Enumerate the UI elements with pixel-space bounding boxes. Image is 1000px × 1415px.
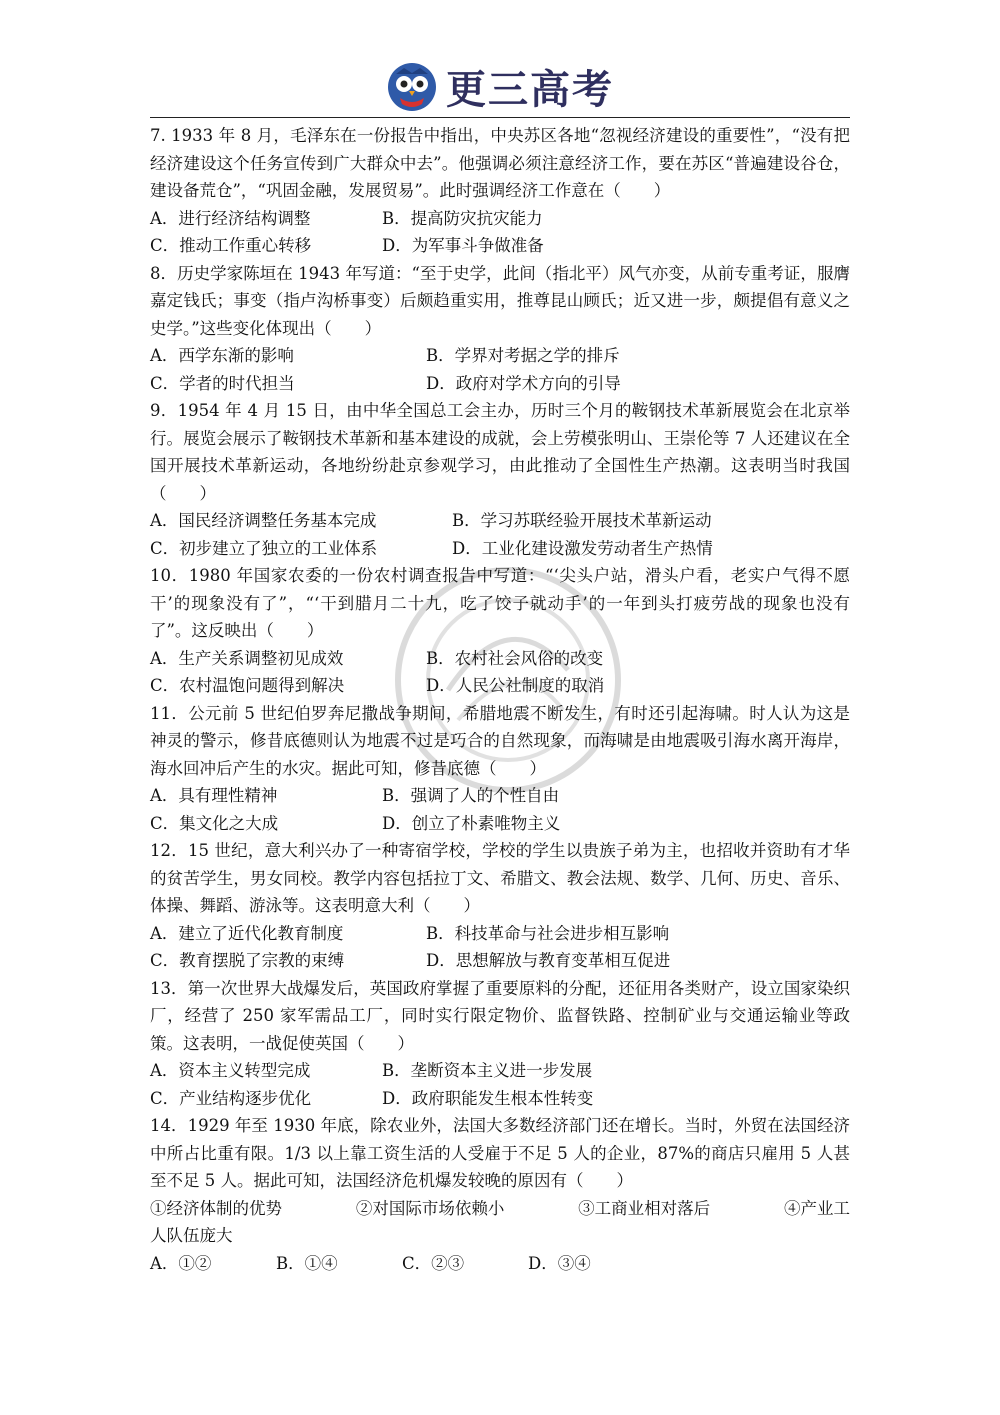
option-a[interactable]: A．资本主义转型完成 [150,1061,311,1080]
option-a[interactable]: A．①② [150,1253,212,1273]
option-d[interactable]: D．政府职能发生根本性转变 [382,1088,594,1108]
option-row [150,1085,850,1113]
option-a[interactable]: A．建立了近代化教育制度 [150,923,344,943]
option-row [150,205,850,233]
option-row [150,232,850,260]
option-b[interactable]: B．农村社会风俗的改变 [426,648,604,668]
option-c[interactable]: C．初步建立了独立的工业体系 [150,538,378,558]
option-c[interactable]: C．学者的时代担当 [150,373,295,393]
statement-item: ①经济体制的优势 [150,1198,282,1218]
option-d[interactable]: D．思想解放与教育变革相互促进 [426,951,671,970]
option-row [150,342,850,370]
option-row [150,507,850,535]
option-row [150,920,850,948]
statement-item: ④产业工 [783,1198,850,1218]
option-d[interactable]: D．创立了朴素唯物主义 [382,813,561,833]
statement-item: ②对国际市场依赖小 [355,1198,505,1218]
option-a[interactable]: A．具有理性精神 [150,786,278,805]
question-stem: 12．15 世纪，意大利兴办了一种寄宿学校，学校的学生以贵族子弟为主，也招收并资助有才华的贫苦学生，男女同校。教学内容包括拉丁文、希腊文、教会法规、数学、几何、历史、音乐、体操、舞蹈、游泳等。这表明意大利（ ） [150,841,850,915]
option-b[interactable]: B．学界对考据之学的排斥 [426,346,620,365]
option-b[interactable]: B．学习苏联经验开展技术革新运动 [452,511,712,530]
statement-item: ③工商业相对落后 [578,1198,711,1218]
option-row [150,370,850,398]
option-b[interactable]: B．提高防灾抗灾能力 [382,208,543,228]
header-divider [150,117,850,118]
option-row [150,1250,850,1278]
option-row [150,672,850,700]
option-c[interactable]: C．集文化之大成 [150,813,279,833]
question-stem: 8．历史学家陈垣在 1943 年写道：“至于史学，此间（指北平）风气亦变，从前专重考证，服膺嘉定钱氏；事变（指卢沟桥事变）后颇趋重实用，推尊昆山顾氏；近又进一步，颇提倡有意义之史学。”这些变化体现出（ ） [150,263,850,338]
option-a[interactable]: A．生产关系调整初见成效 [150,648,344,668]
option-row [150,645,850,673]
option-c[interactable]: C．推动工作重心转移 [150,236,312,255]
option-d[interactable]: D．人民公社制度的取消 [426,676,605,695]
question-list [150,122,850,1277]
option-d[interactable]: D．工业化建设激发劳动者生产热情 [452,538,713,558]
statement-row [150,1195,850,1223]
question-stem: 7. 1933 年 8 月，毛泽东在一份报告中指出，中央苏区各地“忽视经济建设的重要性”，“没有把经济建设这个任务宣传到广大群众中去”。他强调必须注意经济工作，要在苏区“普遍建设谷仓，建设备荒仓”，“巩固金融，发展贸易”。此时强调经济工作意在（ ） [150,126,850,200]
option-b[interactable]: B．强调了人的个性自由 [382,786,560,805]
option-row [150,947,850,975]
option-c[interactable]: C．产业结构逐步优化 [150,1088,312,1108]
option-d[interactable]: D．为军事斗争做准备 [382,236,544,255]
option-d[interactable]: D．③④ [528,1253,591,1273]
option-a[interactable]: A．西学东渐的影响 [150,346,294,365]
option-c[interactable]: C．农村温饱问题得到解决 [150,676,345,695]
question-stem: 14．1929 年至 1930 年底，除农业外，法国大多数经济部门还在增长。当时，外贸在法国经济中所占比重有限。1/3 以上靠工资生活的人受雇于不足 5 人的企业，87%的商店只雇用 5 人甚至不足 5 人。据此可知，法国经济危机爆发较晚的原因有（ ） [150,1116,850,1190]
question-stem: 11．公元前 5 世纪伯罗奔尼撒战争期间，希腊地震不断发生，有时还引起海啸。时人认为这是神灵的警示，修昔底德则认为地震不过是巧合的自然现象，而海啸是由地震吸引海水离开海岸，海水回冲后产生的水灾。据此可知，修昔底德（ ） [150,703,850,778]
option-b[interactable]: B．①④ [276,1253,338,1273]
owl-logo-icon [386,60,438,112]
option-c[interactable]: C．②③ [402,1253,465,1273]
option-c[interactable]: C．教育摆脱了宗教的束缚 [150,951,345,970]
option-row [150,1057,850,1085]
header [0,58,1000,114]
statement-continuation: 人队伍庞大 [150,1226,233,1245]
question-stem: 9．1954 年 4 月 15 日，由中华全国总工会主办，历时三个月的鞍钢技术革新展览会在北京举行。展览会展示了鞍钢技术革新和基本建设的成就，会上劳模张明山、王崇伦等 7 人还建议在全国开展技术革新运动，各地纷纷赴京参观学习，由此推动了全国性生产热潮。这表明当时我国（ ） [150,401,850,503]
option-row [150,782,850,810]
option-row [150,535,850,563]
question-stem: 10．1980 年国家农委的一份农村调查报告中写道：“‘尖头户站，滑头户看，老实户气得不愿干’的现象没有了”，“‘干到腊月二十九，吃了饺子就动手’的一年到头打疲劳战的现象也没有了”。这反映出（ ） [150,566,850,640]
option-b[interactable]: B．科技革命与社会进步相互影响 [426,923,670,943]
question-stem: 13．第一次世界大战爆发后，英国政府掌握了重要原料的分配，还征用各类财产，设立国家染织厂，经营了 250 家军需品工厂，同时实行限定物价、监督铁路、控制矿业与交通运输业等政策。这表明，一战促使英国（ ） [150,978,850,1053]
brand-title: 更三高考 [446,66,614,113]
option-b[interactable]: B．垄断资本主义进一步发展 [382,1061,593,1080]
option-a[interactable]: A．进行经济结构调整 [150,208,311,228]
option-row [150,810,850,838]
option-d[interactable]: D．政府对学术方向的引导 [426,373,621,393]
option-a[interactable]: A．国民经济调整任务基本完成 [150,511,377,530]
